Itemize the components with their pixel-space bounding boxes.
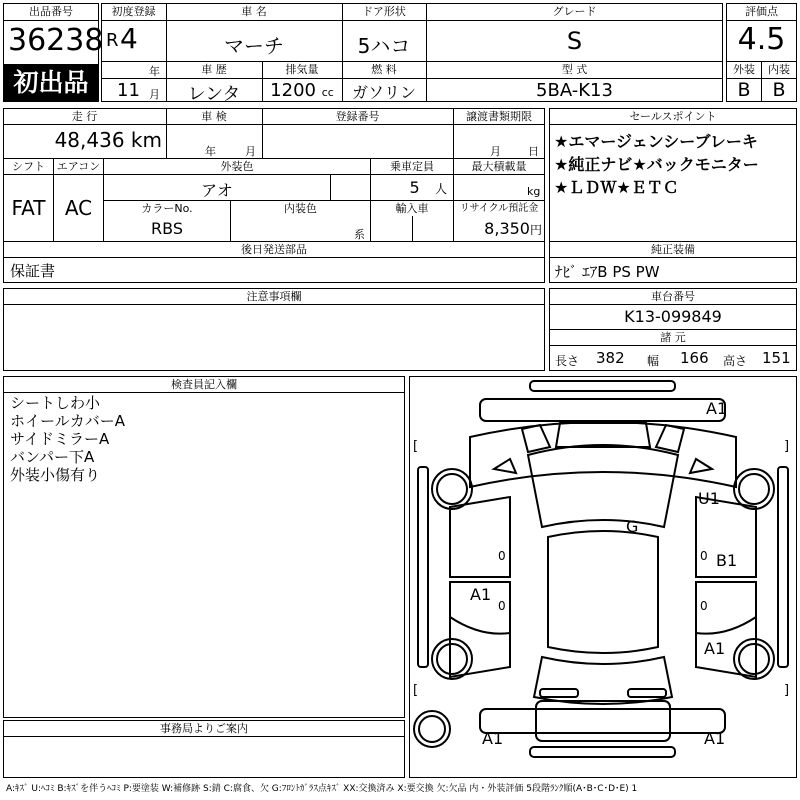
ext-label: 外装	[727, 62, 761, 77]
model: 5BA-K13	[536, 80, 613, 101]
sales-line-3: ★ＬＤＷ★ＥＴＣ	[554, 178, 679, 197]
mileage: 48,436 km	[54, 128, 162, 152]
later-parts-label: 後日発送部品	[4, 242, 544, 257]
fuel-label: 燃 料	[343, 62, 425, 77]
displacement: 1200 cc	[270, 80, 334, 101]
bracket-left-bottom: [	[413, 683, 419, 698]
length: 382	[596, 349, 625, 367]
capacity: 5 人	[409, 178, 447, 197]
first-reg-label: 初度登録	[102, 4, 165, 19]
shift: FAT	[11, 196, 46, 220]
interior-color-label: 内装色	[231, 201, 370, 216]
load-unit: kg	[527, 185, 541, 198]
dims-label: 諸 元	[550, 330, 796, 345]
inspector-line-3: サイドミラーA	[10, 430, 110, 448]
bracket-right-bottom: ]	[784, 683, 790, 698]
sales-line-2: ★純正ナビ★バックモニター	[554, 155, 759, 174]
bracket-left-top: [	[413, 439, 419, 454]
ac: AC	[64, 196, 93, 220]
damage-mark-rear-left: A1	[482, 729, 504, 748]
shift-label: シフト	[4, 159, 53, 174]
inspector-line-4: バンパー下A	[10, 448, 95, 466]
color-label: 外装色	[104, 159, 370, 174]
import-label: 輸入車	[371, 201, 453, 216]
damage-mark-left-rear-door: A1	[470, 585, 492, 604]
lot-no: 36238	[8, 23, 104, 58]
car-outline	[410, 377, 796, 777]
int-label: 内装	[762, 62, 796, 77]
recycle-label: リサイクル預託金	[454, 201, 544, 216]
notes-label: 注意事項欄	[4, 289, 544, 304]
length-label: 長さ	[555, 354, 580, 368]
later-parts: 保証書	[10, 262, 56, 280]
reg-month: 11	[117, 80, 140, 101]
car-name-label: 車 名	[167, 4, 341, 19]
recycle: 8,350円	[484, 219, 542, 238]
chassis-no: K13-099849	[624, 307, 722, 326]
mileage-label: 走 行	[4, 109, 165, 124]
reg-no-label: 登録番号	[263, 109, 452, 124]
int-grade: B	[772, 79, 786, 101]
car-diagram	[409, 376, 797, 778]
bracket-right-top: ]	[784, 439, 790, 454]
fuel: ガソリン	[351, 83, 416, 102]
color-no: RBS	[151, 219, 183, 238]
damage-mark-right-rear: A1	[704, 639, 726, 658]
width-label: 幅	[647, 354, 660, 368]
sales-point-label: セールスポイント	[550, 109, 796, 124]
ac-label: エアコン	[54, 159, 103, 174]
height-label: 高さ	[723, 354, 748, 368]
legend: A:ｷｽﾞ U:ﾍｺﾐ B:ｷｽﾞを伴うﾍｺﾐ P:要塗装 W:補修跡 S:錆 C:腐食、欠 G:ﾌﾛﾝﾄｶﾞﾗｽ点ｷｽﾞ XX:交換済み X:要交換 欠:欠品 内・外装評価 5段階ﾗﾝｸ順(A･B･C･D･E) 1	[6, 784, 638, 794]
sales-line-1: ★エマージェンシーブレーキ	[554, 132, 758, 151]
history: レンタ	[187, 84, 241, 105]
ext-grade: B	[737, 79, 751, 101]
color: アオ	[201, 181, 233, 200]
damage-mark-rear-right: A1	[704, 729, 726, 748]
load-label: 最大積載量	[454, 159, 544, 174]
score: 4.5	[737, 22, 786, 57]
capacity-label: 乗車定員	[371, 159, 453, 174]
door-type: 5ハコ	[357, 34, 411, 58]
color-no-label: カラーNo.	[104, 201, 230, 216]
zero-mark-1: 0	[498, 549, 506, 563]
lot-no-label: 出品番号	[4, 4, 98, 19]
car-name: マーチ	[224, 34, 284, 58]
interior-suffix: 系	[354, 228, 365, 241]
door-label: ドア形状	[343, 4, 425, 19]
transfer-month-unit: 月	[490, 145, 501, 158]
zero-mark-2: 0	[700, 549, 708, 563]
era: R	[106, 30, 119, 51]
zero-mark-4: 0	[700, 599, 708, 613]
month-unit: 月	[149, 88, 160, 101]
office-label: 事務局よりご案内	[4, 721, 404, 736]
grade-label: グレード	[427, 4, 722, 19]
damage-mark-windshield: G	[626, 517, 639, 536]
model-label: 型 式	[427, 62, 722, 77]
year-unit: 年	[149, 65, 160, 78]
first-listing-badge: 初出品	[4, 64, 98, 101]
transfer-label: 譲渡書類期限	[454, 109, 544, 124]
reg-year: 4	[120, 22, 138, 55]
insp-year-unit: 年	[205, 145, 216, 158]
grade: S	[566, 27, 583, 55]
transfer-day-unit: 日	[528, 145, 539, 158]
inspector-line-5: 外装小傷有り	[10, 466, 101, 484]
inspector-line-1: シートしわ小	[10, 394, 101, 412]
equipment-label: 純正装備	[550, 242, 796, 257]
displacement-label: 排気量	[263, 62, 341, 77]
equipment: ﾅﾋﾞ ｴｱB PS PW	[555, 263, 660, 281]
width: 166	[680, 349, 709, 367]
inspection-label: 車 検	[167, 109, 261, 124]
chassis-label: 車台番号	[550, 289, 796, 304]
damage-mark-right-rear-door: B1	[716, 551, 738, 570]
damage-mark-front: A1	[706, 399, 728, 418]
inspector-line-2: ホイールカバーA	[10, 412, 125, 430]
history-label: 車 歴	[167, 62, 261, 77]
height: 151	[762, 349, 791, 367]
zero-mark-3: 0	[498, 599, 506, 613]
insp-month-unit: 月	[245, 145, 256, 158]
score-label: 評価点	[727, 4, 796, 19]
damage-mark-right-front: U1	[698, 489, 720, 508]
inspector-label: 検査員記入欄	[4, 377, 404, 392]
